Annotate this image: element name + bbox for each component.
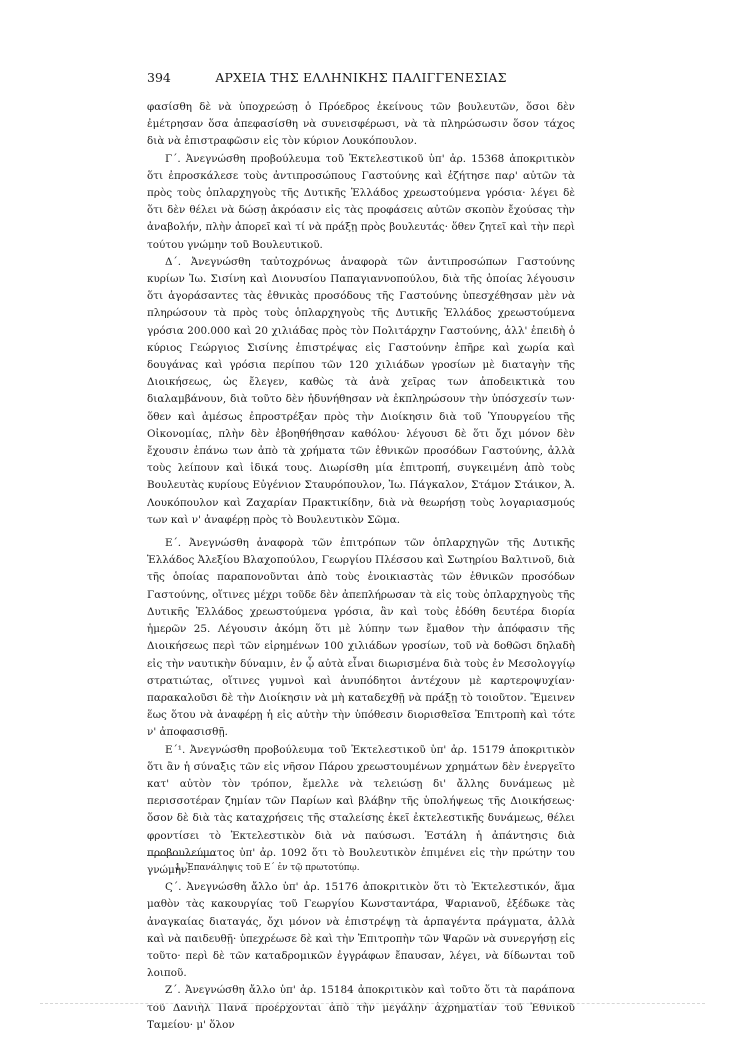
- paragraph-zeta: Ζ΄. Ἀνεγνώσθη ἄλλο ὑπ' ἀρ. 15184 ἀποκριτικὸν καὶ τοῦτο ὅτι τὰ παράπονα τοῦ Δανιὴλ Πανᾶ προέρχονται ἀπὸ τὴν μεγάλην ἀχρηματίαν τοῦ Ἐθνικοῦ Ταμείου· μ' ὅλον: [147, 984, 575, 1031]
- paragraph-continuation: φασίσθη δὲ νὰ ὑποχρεώσῃ ὁ Πρόεδρος ἐκείνους τῶν βουλευτῶν, ὅσοι δὲν ἐμέτρησαν ὅσα ἀπεφασίσθη νὰ συνεισφέρωσι, νὰ τὰ πληρώσωσιν ὅσον τάχος διὰ νὰ ἐπιστραφῶσιν εἰς τὸν κύριον Λουκόπουλον.: [147, 101, 575, 148]
- paragraph-epsilon-repeat: Ε΄¹. Ἀνεγνώσθη προβούλευμα τοῦ Ἐκτελεστικοῦ ὑπ' ἀρ. 15179 ἀποκριτικὸν ὅτι ἂν ἡ σύναξις τῶν εἰς νῆσον Πάρου χρεωστουμένων χρημάτων δὲν ἐνεργεῖτο κατ' αὐτὸν τὸν τρόπον, ἔμελλε νὰ τελειώσῃ δι' ἄλλης δυνάμεως μὲ περισσοτέραν ζημίαν τῶν Παρίων καὶ βλάβην τῆς ὑπολήψεως τῆς Διοικήσεως· ὅσον δὲ διὰ τὰς καταχρήσεις τῆς σταλείσης ἐκεῖ ἐκτελεστικῆς δυνάμεως, θέλει φροντίσει τὸ Ἐκτελεστικὸν διὰ νὰ παύσωσι. Ἐστάλη ἡ ἀπάντησις διὰ προβουλεύματος ὑπ' ἀρ. 1092 ὅτι τὸ Βουλευτικὸν ἐπιμένει εἰς τὴν πρώτην του γνώμην.: [147, 743, 575, 876]
- body-text: [147, 99, 575, 1034]
- footnote-divider: [147, 855, 215, 856]
- scan-edge-line: [40, 1003, 705, 1004]
- paragraph-gamma: Γ΄. Ἀνεγνώσθη προβούλευμα τοῦ Ἐκτελεστικοῦ ὑπ' ἀρ. 15368 ἀποκριτικὸν ὅτι ἐπροσκάλεσε τοὺς ἀντιπροσώπους Γαστούνης καὶ ἐζήτησε παρ' αὐτῶν τὰ πρὸς τοὺς ὁπλαρχηγοὺς τῆς Δυτικῆς Ἑλλάδος χρεωστούμενα γρόσια· λέγει δὲ ὅτι δὲν θέλει νὰ δώσῃ ἀκρόασιν εἰς τὰς προφάσεις αὐτῶν σκοπὸν ἔχούσας τὴν ἀναβολήν, πλὴν ἀπορεῖ καὶ τί νὰ πράξῃ πρὸς βουλευτάς· ὅθεν ζητεῖ καὶ τὴν περὶ τούτου γνώμην τοῦ Βουλευτικοῦ.: [147, 152, 575, 251]
- paragraph-stigma: Ϛ΄. Ἀνεγνώσθη ἄλλο ὑπ' ἀρ. 15176 ἀποκριτικὸν ὅτι τὸ Ἐκτελεστικόν, ἅμα μαθὸν τὰς κακουργίας τοῦ Γεωργίου Κωνσταντάρα, Ψαριανοῦ, ἐξέδωκε τὰς ἀναγκαίας διαταγάς, ὄχι μόνον νὰ ἐπιστρέψῃ τὰ ἁρπαγέντα πράγματα, ἀλλὰ καὶ νὰ παιδευθῇ· ὑπεχρέωσε δὲ καὶ τὴν Ἐπιτροπὴν τῶν Ψαρῶν νὰ συνεργήσῃ εἰς τοῦτο· περὶ δὲ τῶν καταδρομικῶν ἐγγράφων ἔπαυσαν, λέγει, νὰ δίδωνται τοῦ λοιποῦ.: [147, 881, 575, 980]
- running-title: ΑΡΧΕΙΑ ΤΗΣ ΕΛΛΗΝΙΚΗΣ ΠΑΛΙΓΓΕΝΕΣΙΑΣ: [215, 70, 507, 85]
- footnote: 1. Ἐπανάληψις τοῦ Ε΄ ἐν τῷ πρωτοτύπῳ.: [175, 863, 360, 873]
- paragraph-epsilon: Ε΄. Ἀνεγνώσθη ἀναφορὰ τῶν ἐπιτρόπων τῶν ὁπλαρχηγῶν τῆς Δυτικῆς Ἑλλάδος Ἀλεξίου Βλαχοπούλου, Γεωργίου Πλέσσου καὶ Σωτηρίου Βαλτινοῦ, διὰ τῆς ὁποίας παραπονοῦνται ἀπὸ τοὺς ἐνοικιαστὰς τῶν ἐθνικῶν προσόδων Γαστούνης, οἵτινες μέχρι τοῦδε δὲν ἀπεπλήρωσαν τὰ εἰς τοὺς ὁπλαρχηγοὺς τῆς Δυτικῆς Ἑλλάδος χρεωστούμενα γρόσια, ἂν καὶ τοὺς ἐδόθη δευτέρα διορία ἡμερῶν 25. Λέγουσιν ἀκόμη ὅτι μὲ λύπην των ἔμαθον τὴν ἀπόφασιν τῆς Διοικήσεως περὶ τῶν εἰρημένων 100 χιλιάδων γροσίων, τοῦ νὰ δοθῶσι δηλαδὴ εἰς τὴν ναυτικὴν δύναμιν, ἐν ᾧ αὐτὰ εἶναι διωρισμένα διὰ τοὺς ἐν Μεσολογγίῳ στρατιώτας, οἵτινες γυμνοὶ καὶ ἀνυπόδητοι ἀντέχουν μὲ καρτεροψυχίαν· παρακαλοῦσι δὲ τὴν Διοίκησιν νὰ μὴ καταδεχθῇ νὰ πράξῃ τὸ τοιοῦτον. Ἔμεινεν ἕως ὅτου νὰ ἀναφέρῃ ἡ εἰς αὐτὴν τὴν ὑπόθεσιν διορισθεῖσα Ἐπιτροπὴ καὶ τότε ν' ἀποφασισθῇ.: [147, 537, 575, 739]
- page-number: 394: [147, 70, 171, 85]
- paragraph-delta: Δ΄. Ἀνεγνώσθη ταὐτοχρόνως ἀναφορὰ τῶν ἀντιπροσώπων Γαστούνης κυρίων Ἰω. Σισίνη καὶ Διονυσίου Παπαγιαννοπούλου, διὰ τῆς ὁποίας λέγουσιν ὅτι ἀγοράσαντες τὰς ἐθνικὰς προσόδους τῆς Γαστούνης ὑπεσχέθησαν μὲν νὰ πληρώσουν τὰ πρὸς τοὺς ὁπλαρχηγοὺς τῆς Δυτικῆς Ἑλλάδος χρεωστούμενα γρόσια 200.000 καὶ 20 χιλιάδας πρὸς τὸν Πολιτάρχην Γαστούνης, ἀλλ' ἐπειδὴ ὁ κύριος Γεώργιος Σισίνης ἐπιστρέψας εἰς Γαστούνην ἐπῆρε καὶ χωρία καὶ δουγάνας καὶ γρόσια περίπου τῶν 120 χιλιάδων γροσίων μὲ διαταγὴν τῆς Διοικήσεως, ὡς ἔλεγεν, καθὼς τὰ ἀνὰ χεῖρας των ἀποδεικτικὰ του διαλαμβάνουν, διὰ τοῦτο δὲν ἠδυνήθησαν νὰ ἐκπληρώσουν τὴν ὑπόσχεσίν των· ὅθεν καὶ ἀμέσως ἐπροστρέξαν πρὸς τὴν Διοίκησιν διὰ τοῦ Ὑπουργείου τῆς Οἰκονομίας, πλὴν δὲν ἐβοηθήθησαν καθόλου· λέγουσι δὲ ὅτι ὄχι μόνον δὲν ἔχουσιν ἐπάνω των ἀπὸ τὰ χρήματα τῶν ἐθνικῶν προσόδων Γαστούνης, ἀλλὰ τοὺς λείπουν καὶ ἰδικά τους. Διωρίσθη μία ἐπιτροπή, συγκειμένη ἀπὸ τοὺς Βουλευτὰς κυρίους Εὐγένιον Σταυρόπουλον, Ἰω. Πάγκαλον, Στάμον Στάικον, Ἀ. Λουκόπουλον καὶ Ζαχαρίαν Πρακτικίδην, διὰ νὰ θεωρήσῃ τοὺς λογαριασμούς των καὶ ν' ἀναφέρῃ πρὸς τὸ Βουλευτικὸν Σῶμα.: [147, 255, 575, 526]
- page-header: [147, 70, 575, 88]
